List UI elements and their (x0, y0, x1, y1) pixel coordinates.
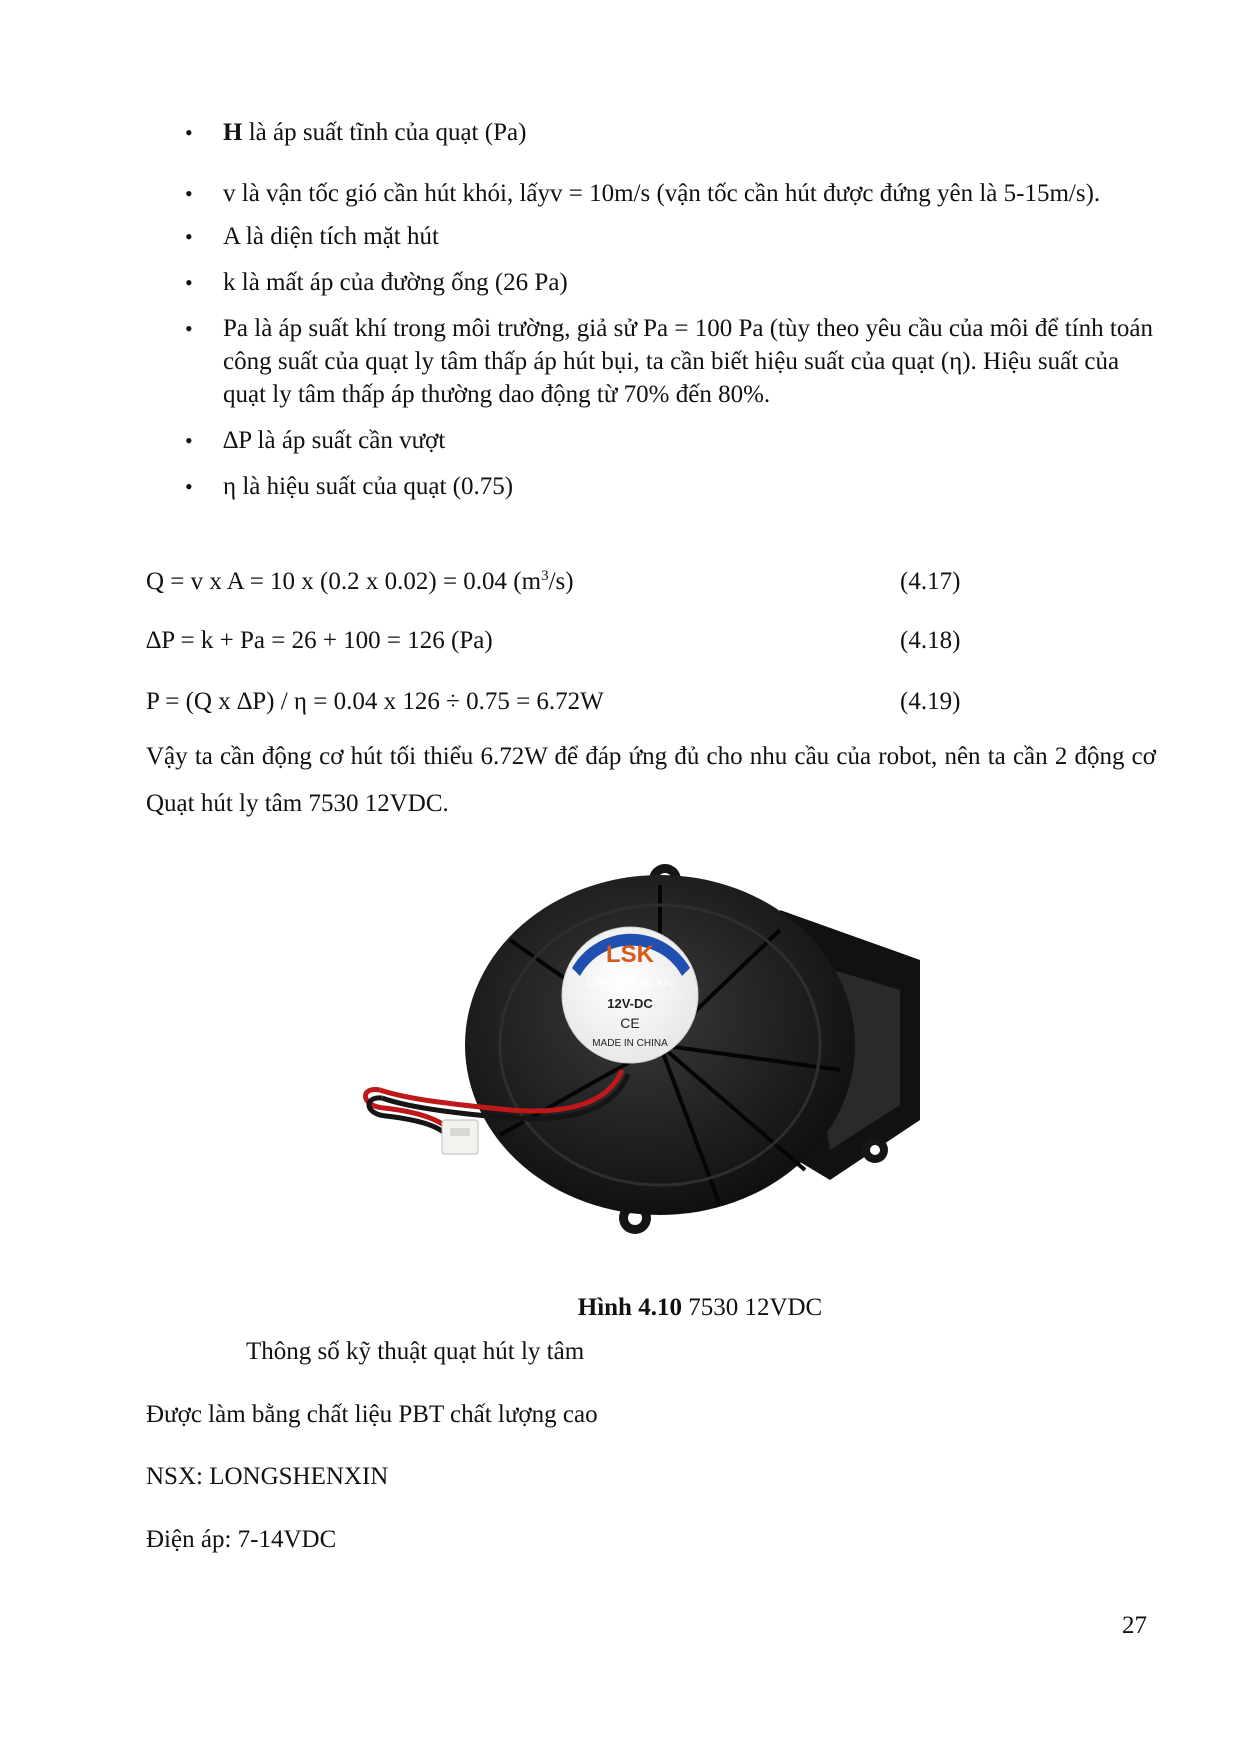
list-item: • k là mất áp của đường ống (26 Pa) (185, 266, 1160, 299)
label-origin: MADE IN CHINA (592, 1038, 668, 1049)
list-item: • η là hiệu suất của quạt (0.75) (185, 470, 1160, 503)
variable-definition-list (185, 116, 1160, 503)
spec-line: Điện áp: 7-14VDC (146, 1526, 337, 1553)
label-voltage: 12V-DC (607, 996, 653, 1011)
label-ce: CE (620, 1015, 640, 1031)
equation-power: P = (Q x ∆P) / η = 0.04 x 126 ÷ 0.75 = 6.72W (146, 688, 604, 715)
list-item: • ∆P là áp suất cần vượt (185, 424, 1160, 457)
spec-line: NSX: LONGSHENXIN (146, 1463, 389, 1490)
conclusion-paragraph: Vậy ta cần động cơ hút tối thiểu 6.72W để đáp ứng đủ cho nhu cầu của robot, nên ta cần 2 động cơ Quạt hút ly tâm 7530 12VDC. (146, 743, 1156, 817)
equation-pressure: ∆P = k + Pa = 26 + 100 = 126 (Pa) (146, 627, 493, 654)
label-brand: LSK (606, 941, 654, 968)
spec-title: Thông số kỹ thuật quạt hút ly tâm (246, 1338, 585, 1365)
centrifugal-fan-photo (360, 850, 920, 1250)
equation-number: (4.18) (900, 627, 961, 654)
figure-caption: Hình 4.10 7530 12VDC (577, 1294, 823, 1321)
list-item: • H là áp suất tĩnh của quạt (Pa) (185, 116, 1160, 149)
equation-number: (4.19) (900, 688, 961, 715)
page-number: 27 (1122, 1612, 1147, 1639)
spec-line: Được làm bằng chất liệu PBT chất lượng cao (146, 1401, 598, 1428)
equation-number: (4.17) (900, 568, 961, 595)
equation-flow-rate: Q = v x A = 10 x (0.2 x 0.02) = 0.04 $(m^3/s)$ (146, 568, 574, 595)
list-item: • Pa là áp suất khí trong môi trường, giả sử Pa = 100 Pa (tùy theo yêu cầu của môi để tính toán công suất của quạt ly tâm thấp áp hút bụi, ta cần biết hiệu suất của quạt (η). Hiệu suất của quạt ly tâm thấp áp thường dao động từ 70% đến 80%. (185, 312, 1160, 411)
list-item: • A là diện tích mặt hút (185, 220, 1160, 253)
list-item: • v là vận tốc gió cần hút khói, lấyv = 10m/s (vận tốc cần hút được đứng yên là 5-15m/s). (185, 177, 1160, 210)
label-ring: LONG SHENG XIN (586, 978, 674, 989)
